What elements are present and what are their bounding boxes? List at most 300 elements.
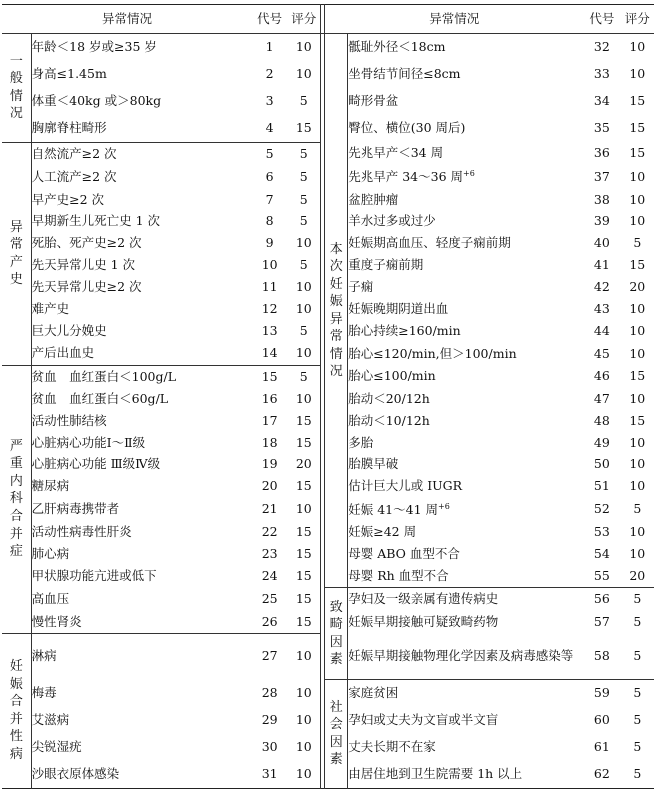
left-item-code: 10	[261, 257, 278, 273]
right-item-text	[348, 365, 583, 388]
left-item-text	[31, 115, 252, 143]
right-item-score: 5	[633, 613, 642, 629]
left-item-code: 24	[261, 568, 278, 584]
right-item-code: 47	[593, 390, 610, 406]
right-item-label: 家庭贫困	[348, 685, 399, 701]
left-item-score: 10	[287, 298, 320, 320]
left-category-cell	[2, 34, 31, 143]
left-item-score: 10	[287, 34, 320, 62]
left-item-label: 糖尿病	[31, 478, 70, 494]
right-item-code: 61	[593, 738, 610, 754]
left-item-score: 5	[287, 189, 320, 211]
left-item-score: 10	[287, 233, 320, 255]
left-item-text	[31, 476, 252, 498]
left-item-label: 自然流产≥2 次	[31, 145, 117, 161]
column-separator	[321, 115, 325, 143]
right-item-text	[348, 115, 583, 143]
right-item-text	[348, 498, 583, 522]
left-item-score: 15	[287, 588, 320, 611]
left-item-label: 死胎、死产史≥2 次	[31, 235, 142, 251]
right-item-score: 10	[629, 524, 646, 540]
left-item-text	[31, 454, 252, 476]
left-item-code: 13	[261, 323, 278, 339]
left-item-label: 沙眼衣原体感染	[31, 766, 120, 782]
right-item-text	[348, 679, 583, 707]
left-item-code: 29	[261, 712, 278, 728]
right-item-code: 59	[583, 679, 620, 707]
left-item-text	[31, 298, 252, 320]
right-item-text	[348, 165, 583, 189]
left-item-text	[31, 211, 252, 233]
column-separator	[321, 760, 325, 788]
right-item-label: 胎膜早破	[348, 456, 399, 472]
right-item-score: 10	[629, 546, 646, 562]
column-separator	[321, 277, 325, 299]
left-item-score: 10	[287, 679, 320, 707]
left-item-code: 26	[261, 613, 278, 629]
header-code-right: 代号	[583, 5, 620, 34]
left-item-score: 15	[287, 611, 320, 634]
left-item-score: 5	[287, 255, 320, 277]
header-row	[2, 5, 654, 34]
right-item-code: 42	[593, 279, 610, 295]
right-item-score: 5	[621, 588, 654, 611]
right-item-label: 臀位、横位(30 周后)	[348, 120, 466, 136]
left-item-score: 5	[287, 365, 320, 388]
left-item-text	[31, 611, 252, 634]
column-separator	[321, 142, 325, 165]
right-item-label: 丈夫长期不在家	[348, 738, 436, 754]
left-category-label: 一般情况	[9, 53, 23, 122]
left-item-score: 5	[287, 211, 320, 233]
left-item-text	[31, 88, 252, 115]
right-item-label: 胎心持续≥160/min	[348, 323, 461, 339]
left-item-text	[31, 432, 252, 454]
right-item-text	[348, 211, 583, 233]
header-score-left: 评分	[287, 5, 320, 34]
right-item-text	[348, 521, 583, 543]
left-item-label: 慢性肾炎	[31, 613, 82, 629]
left-item-text	[31, 365, 252, 388]
left-item-code: 20	[261, 478, 278, 494]
right-item-label: 畸形骨盆	[348, 93, 399, 109]
left-item-text	[31, 388, 252, 410]
column-separator	[321, 233, 325, 255]
right-item-code: 45	[593, 345, 610, 361]
right-item-score: 20	[629, 568, 646, 584]
left-category-label: 妊娠合并性病	[9, 659, 23, 763]
right-item-code: 32	[583, 34, 620, 62]
right-item-score: 5	[633, 712, 642, 728]
header-condition-left: 异常情况	[2, 5, 252, 34]
left-item-code: 14	[261, 345, 278, 361]
column-separator	[321, 432, 325, 454]
left-item-text	[31, 34, 252, 62]
right-item-text	[348, 588, 583, 611]
left-item-code: 5	[252, 142, 287, 165]
right-item-score: 20	[629, 279, 646, 295]
right-item-label: 孕妇及一级亲属有遗传病史	[348, 591, 499, 607]
right-item-score: 15	[629, 368, 646, 384]
right-item-score: 10	[629, 168, 646, 184]
column-separator	[321, 611, 325, 634]
table-row	[2, 679, 654, 707]
right-item-text	[348, 633, 583, 679]
right-item-label: 子痫	[348, 279, 374, 295]
left-item-score: 15	[287, 476, 320, 498]
right-item-score: 10	[629, 323, 646, 339]
left-item-code: 7	[265, 191, 274, 207]
right-item-label: 母婴 Rh 血型不合	[348, 568, 449, 584]
right-item-label: 坐骨结节间径≤8cm	[348, 66, 461, 82]
column-separator	[321, 88, 325, 115]
left-item-score: 5	[287, 88, 320, 115]
right-item-score: 10	[629, 478, 646, 494]
right-item-label: 妊娠期高血压、轻度子痫前期	[348, 235, 511, 251]
right-item-code: 50	[593, 456, 610, 472]
column-separator	[321, 342, 325, 365]
right-item-text	[348, 454, 583, 476]
right-item-score: 5	[633, 235, 642, 251]
left-item-label: 淋病	[31, 648, 57, 664]
left-item-code: 6	[265, 168, 274, 184]
left-item-label: 尖锐湿疣	[31, 738, 82, 754]
column-separator	[321, 707, 325, 734]
column-separator	[321, 211, 325, 233]
column-separator	[321, 543, 325, 565]
right-item-label: 估计巨大儿或 IUGR	[348, 478, 463, 494]
left-item-score: 15	[287, 115, 320, 143]
right-item-code: 34	[593, 93, 610, 109]
column-separator	[321, 165, 325, 189]
right-item-superscript: +6	[463, 169, 475, 179]
left-item-label: 先天异常儿史≥2 次	[31, 279, 142, 295]
column-separator	[321, 320, 325, 342]
left-item-score: 15	[287, 410, 320, 432]
left-item-label: 巨大儿分娩史	[31, 323, 107, 339]
left-item-code: 28	[261, 685, 278, 701]
left-item-text	[31, 588, 252, 611]
left-item-score: 5	[287, 320, 320, 342]
right-item-score: 15	[629, 93, 646, 109]
right-item-score: 10	[629, 66, 646, 82]
right-item-text	[348, 189, 583, 211]
right-item-superscript: +6	[438, 501, 450, 511]
column-separator	[321, 255, 325, 277]
left-item-code: 17	[261, 412, 278, 428]
right-item-score: 10	[629, 301, 646, 317]
left-item-score: 10	[287, 707, 320, 734]
left-item-score: 10	[287, 388, 320, 410]
left-category-cell	[2, 142, 31, 365]
column-separator	[321, 565, 325, 588]
left-item-text	[31, 142, 252, 165]
right-item-text	[348, 760, 583, 788]
right-item-code: 40	[593, 235, 610, 251]
left-item-label: 贫血 血红蛋白＜100g/L	[31, 368, 177, 384]
right-category-label: 致畸因素	[329, 599, 343, 668]
left-item-code: 15	[252, 365, 287, 388]
column-separator	[321, 476, 325, 498]
left-item-text	[31, 255, 252, 277]
right-item-text	[348, 388, 583, 410]
column-separator	[321, 410, 325, 432]
right-item-label: 妊娠晚期阴道出血	[348, 301, 449, 317]
right-item-text	[348, 543, 583, 565]
left-item-code: 2	[265, 66, 274, 82]
right-item-code: 57	[593, 613, 610, 629]
left-item-label: 心脏病心功能 Ⅲ级Ⅳ级	[31, 456, 161, 472]
left-item-code: 22	[261, 524, 278, 540]
right-item-code: 53	[593, 524, 610, 540]
left-item-text	[31, 320, 252, 342]
right-item-label: 妊娠 41～41 周	[348, 501, 438, 517]
left-item-code: 4	[265, 119, 274, 135]
left-item-label: 活动性肺结核	[31, 412, 107, 428]
right-item-text	[348, 432, 583, 454]
left-item-label: 肺心病	[31, 546, 70, 562]
left-item-text	[31, 410, 252, 432]
left-item-code: 25	[261, 591, 278, 607]
right-item-code: 46	[593, 368, 610, 384]
right-category-label: 社会因素	[329, 699, 343, 768]
left-item-score: 10	[287, 61, 320, 88]
left-item-score: 15	[287, 521, 320, 543]
left-item-score: 10	[287, 277, 320, 299]
left-item-label: 体重＜40kg 或＞80kg	[31, 93, 162, 109]
right-item-text	[348, 707, 583, 734]
right-item-text	[348, 734, 583, 761]
right-item-text	[348, 476, 583, 498]
left-item-code: 19	[261, 456, 278, 472]
left-category-label: 异常产史	[9, 219, 23, 288]
right-item-score: 15	[629, 412, 646, 428]
column-separator	[321, 633, 325, 679]
left-item-label: 乙肝病毒携带者	[31, 501, 120, 517]
left-item-label: 高血压	[31, 591, 70, 607]
left-item-label: 先天异常儿史 1 次	[31, 257, 136, 273]
right-item-code: 55	[593, 568, 610, 584]
left-item-text	[31, 277, 252, 299]
left-item-score: 10	[287, 342, 320, 365]
left-item-code: 1	[252, 34, 287, 62]
column-separator	[321, 454, 325, 476]
right-category-label: 本次妊娠异常情况	[329, 241, 343, 380]
right-item-score: 10	[621, 34, 654, 62]
left-item-score: 10	[287, 498, 320, 522]
right-item-label: 妊娠早期接触可疑致畸药物	[348, 613, 499, 629]
right-item-label: 胎动＜10/12h	[348, 412, 430, 428]
table-row	[2, 34, 654, 62]
right-item-label: 羊水过多或过少	[348, 213, 436, 229]
right-item-score: 5	[621, 679, 654, 707]
left-item-text	[31, 61, 252, 88]
right-item-text	[348, 61, 583, 88]
left-item-label: 早产史≥2 次	[31, 191, 105, 207]
left-item-code: 23	[261, 546, 278, 562]
right-item-label: 先兆早产＜34 周	[348, 145, 444, 161]
left-item-code: 21	[261, 501, 278, 517]
right-item-label: 胎心≤100/min	[348, 368, 436, 384]
right-item-code: 37	[593, 168, 610, 184]
left-item-label: 早期新生儿死亡史 1 次	[31, 213, 161, 229]
right-item-score: 10	[629, 345, 646, 361]
right-item-text	[348, 611, 583, 634]
column-separator	[321, 61, 325, 88]
right-item-score: 15	[629, 120, 646, 136]
left-item-code: 27	[252, 633, 287, 679]
left-item-score: 10	[287, 760, 320, 788]
right-item-label: 重度子痫前期	[348, 257, 424, 273]
left-category-cell	[2, 633, 31, 788]
column-separator	[321, 365, 325, 388]
left-item-score: 5	[287, 165, 320, 189]
left-category-cell	[2, 365, 31, 633]
right-item-code: 41	[593, 257, 610, 273]
right-category-cell	[325, 34, 348, 588]
left-item-code: 11	[261, 279, 278, 295]
left-item-label: 胸廓脊柱畸形	[31, 119, 107, 135]
right-item-code: 56	[583, 588, 620, 611]
right-item-code: 38	[593, 191, 610, 207]
left-item-score: 15	[287, 432, 320, 454]
right-item-text	[348, 277, 583, 299]
left-item-text	[31, 734, 252, 761]
right-item-code: 48	[593, 412, 610, 428]
risk-scoring-table	[2, 4, 654, 789]
right-item-score: 10	[629, 213, 646, 229]
left-item-label: 梅毒	[31, 685, 57, 701]
right-item-code: 54	[593, 546, 610, 562]
right-item-score: 5	[633, 501, 642, 517]
left-item-code: 18	[261, 434, 278, 450]
right-item-code: 36	[593, 145, 610, 161]
left-item-score: 10	[287, 734, 320, 761]
left-item-text	[31, 679, 252, 707]
right-item-text	[348, 142, 583, 165]
left-item-text	[31, 707, 252, 734]
right-item-code: 35	[593, 120, 610, 136]
left-item-code: 31	[261, 766, 278, 782]
left-item-code: 3	[265, 93, 274, 109]
left-item-label: 活动性病毒性肝炎	[31, 524, 132, 540]
table-row	[2, 588, 654, 611]
right-item-text	[348, 233, 583, 255]
left-item-text	[31, 342, 252, 365]
right-item-score: 10	[629, 456, 646, 472]
left-item-code: 16	[261, 390, 278, 406]
right-item-score: 5	[633, 766, 642, 782]
right-item-label: 盆腔肿瘤	[348, 191, 399, 207]
right-item-text	[348, 565, 583, 588]
left-item-text	[31, 760, 252, 788]
right-item-score: 5	[633, 647, 642, 663]
right-item-label: 多胎	[348, 434, 374, 450]
left-item-text	[31, 165, 252, 189]
right-item-code: 62	[593, 766, 610, 782]
right-item-code: 39	[593, 213, 610, 229]
right-item-text	[348, 320, 583, 342]
right-category-cell	[325, 679, 348, 788]
left-item-text	[31, 565, 252, 588]
right-item-score: 10	[629, 390, 646, 406]
right-item-label: 妊娠≥42 周	[348, 524, 417, 540]
left-item-text	[31, 498, 252, 522]
right-item-score: 15	[629, 257, 646, 273]
left-item-label: 贫血 血红蛋白＜60g/L	[31, 390, 169, 406]
right-item-text	[348, 255, 583, 277]
right-item-score: 10	[629, 191, 646, 207]
left-item-text	[31, 633, 252, 679]
right-item-label: 妊娠早期接触物理化学因素及病毒感染等	[348, 647, 574, 663]
right-item-label: 胎心≤120/min,但＞100/min	[348, 345, 517, 361]
right-item-code: 60	[593, 712, 610, 728]
left-item-code: 8	[265, 213, 274, 229]
left-item-score: 15	[287, 565, 320, 588]
left-item-text	[31, 521, 252, 543]
table-body	[2, 34, 654, 789]
right-item-label: 骶耻外径＜18cm	[348, 39, 446, 55]
left-item-score: 10	[287, 633, 320, 679]
left-item-label: 年龄＜18 岁或≥35 岁	[31, 39, 157, 55]
left-item-label: 人工流产≥2 次	[31, 168, 117, 184]
right-item-label: 孕妇或丈夫为文盲或半文盲	[348, 712, 499, 728]
right-item-text	[348, 342, 583, 365]
header-code-left: 代号	[252, 5, 287, 34]
right-item-text	[348, 88, 583, 115]
right-item-score: 5	[633, 738, 642, 754]
right-item-score: 15	[629, 145, 646, 161]
right-item-code: 49	[593, 434, 610, 450]
right-item-label: 母婴 ABO 血型不合	[348, 546, 460, 562]
left-item-code: 30	[261, 738, 278, 754]
right-item-label: 先兆早产 34～36 周	[348, 169, 463, 185]
header-score-right: 评分	[621, 5, 654, 34]
left-item-score: 20	[287, 454, 320, 476]
left-item-text	[31, 543, 252, 565]
column-separator	[321, 734, 325, 761]
left-item-score: 15	[287, 543, 320, 565]
right-item-code: 51	[593, 478, 610, 494]
right-item-text	[348, 410, 583, 432]
left-category-label: 严重内科合并症	[9, 438, 23, 560]
right-item-score: 10	[629, 434, 646, 450]
left-item-label: 心脏病心功能Ⅰ～Ⅱ级	[31, 434, 146, 450]
left-item-score: 5	[287, 142, 320, 165]
left-item-text	[31, 233, 252, 255]
left-item-code: 9	[265, 235, 274, 251]
left-item-label: 难产史	[31, 301, 70, 317]
right-item-code: 58	[593, 647, 610, 663]
column-separator	[321, 189, 325, 211]
left-item-code: 12	[261, 301, 278, 317]
column-separator	[321, 498, 325, 522]
column-separator	[321, 388, 325, 410]
left-item-label: 艾滋病	[31, 712, 70, 728]
column-separator	[321, 521, 325, 543]
right-item-code: 44	[593, 323, 610, 339]
right-item-text	[348, 298, 583, 320]
right-category-cell	[325, 588, 348, 679]
right-item-label: 胎动＜20/12h	[348, 390, 430, 406]
left-item-label: 甲状腺功能亢进或低下	[31, 568, 157, 584]
left-item-label: 产后出血史	[31, 345, 95, 361]
right-item-text	[348, 34, 583, 62]
column-separator	[321, 298, 325, 320]
right-item-code: 33	[593, 66, 610, 82]
right-item-code: 43	[593, 301, 610, 317]
right-item-label: 由居住地到卫生院需要 1h 以上	[348, 766, 523, 782]
